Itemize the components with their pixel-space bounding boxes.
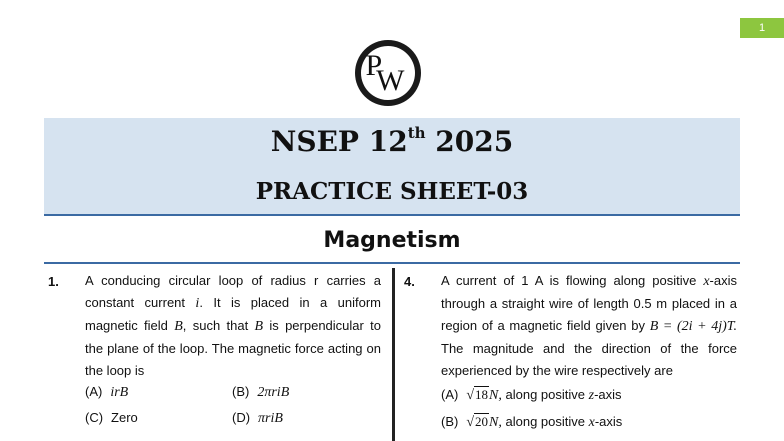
question-number: 1. [48,274,59,289]
option-d: (D) πriB [232,410,283,426]
option-b: (B) 2πriB [232,384,290,400]
option-b: (B) √20N, along positive x-axis [441,414,623,430]
header-divider [44,214,740,216]
question-text: A current of 1 A is flowing along positive x-axis through a straight wire of length 0.5 m placed in a region of a magnetic field given by B = (2i + 4j)T. The magnitude and the direction of the force experienced by the wire respectively are [441,273,738,378]
logo-letter-p: P [365,49,383,82]
title-exam: NSEP 12 [270,125,408,158]
question-text: A conducing circular loop of radius r carries a constant current i. It is placed in a uniform magnetic field B, such that B is perpendicular to the plane of the loop. The magnetic force acting on the loop is [85,273,382,378]
option-c: (C) Zero [85,410,138,425]
option-a: (A) √18N, along positive z-axis [441,387,622,403]
column-divider [392,268,395,441]
topic-divider [44,262,740,264]
pw-logo [355,40,421,106]
logo-letter-w: W [376,64,405,97]
page-number-badge: 1 [740,18,784,38]
sheet-subtitle: PRACTICE SHEET-03 [255,178,529,205]
question-number: 4. [404,274,415,289]
title-ordinal: th [407,124,426,142]
option-a: (A) irB [85,384,129,400]
page-title [44,118,740,158]
title-year: 2025 [435,125,514,158]
pw-logo-mark [361,46,415,100]
topic-heading: Magnetism [323,228,461,253]
